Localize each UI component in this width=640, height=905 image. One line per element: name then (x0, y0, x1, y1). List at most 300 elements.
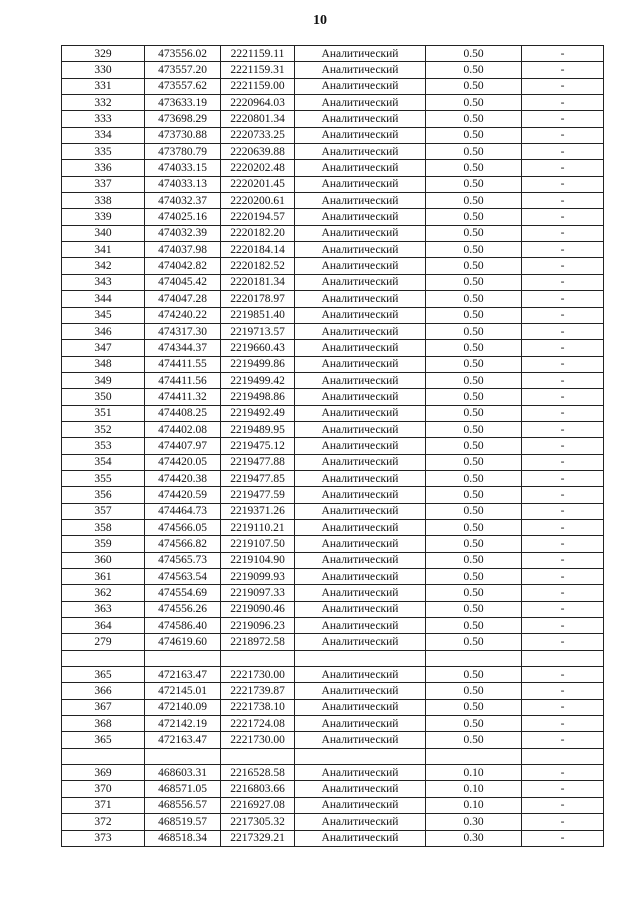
x-coordinate-cell: 473698.29 (145, 111, 221, 127)
point-number-cell: 357 (62, 503, 145, 519)
point-number-cell: 340 (62, 225, 145, 241)
note-cell: - (522, 340, 604, 356)
x-coordinate-cell: 474411.55 (145, 356, 221, 372)
table-row (62, 667, 604, 683)
note-cell: - (522, 797, 604, 813)
note-cell: - (522, 127, 604, 143)
point-number-cell: 370 (62, 781, 145, 797)
x-coordinate-cell: 474556.26 (145, 601, 221, 617)
accuracy-cell: 0.50 (426, 699, 522, 715)
y-coordinate-cell: 2221724.08 (221, 716, 295, 732)
table-row (62, 454, 604, 470)
y-coordinate-cell: 2219110.21 (221, 519, 295, 535)
method-cell: Аналитический (295, 454, 426, 470)
table-row (62, 650, 604, 666)
y-coordinate-cell: 2219477.59 (221, 487, 295, 503)
table-row (62, 421, 604, 437)
page-number: 10 (313, 13, 327, 28)
method-cell: Аналитический (295, 438, 426, 454)
accuracy-cell: 0.50 (426, 601, 522, 617)
accuracy-cell: 0.50 (426, 487, 522, 503)
y-coordinate-cell: 2219477.88 (221, 454, 295, 470)
y-coordinate-cell: 2219499.86 (221, 356, 295, 372)
accuracy-cell: 0.50 (426, 176, 522, 192)
point-number-cell: 332 (62, 95, 145, 111)
method-cell: Аналитический (295, 389, 426, 405)
accuracy-cell: 0.50 (426, 258, 522, 274)
x-coordinate-cell: 472142.19 (145, 716, 221, 732)
point-number-cell: 369 (62, 765, 145, 781)
note-cell: - (522, 405, 604, 421)
point-number-cell: 371 (62, 797, 145, 813)
point-number-cell: 345 (62, 307, 145, 323)
accuracy-cell: 0.50 (426, 111, 522, 127)
x-coordinate-cell (145, 650, 221, 666)
y-coordinate-cell: 2220194.57 (221, 209, 295, 225)
point-number-cell: 338 (62, 193, 145, 209)
accuracy-cell: 0.50 (426, 389, 522, 405)
y-coordinate-cell: 2221159.31 (221, 62, 295, 78)
point-number-cell: 334 (62, 127, 145, 143)
accuracy-cell: 0.50 (426, 160, 522, 176)
x-coordinate-cell: 474563.54 (145, 569, 221, 585)
method-cell: Аналитический (295, 536, 426, 552)
accuracy-cell: 0.50 (426, 438, 522, 454)
x-coordinate-cell: 474566.05 (145, 519, 221, 535)
table-row (62, 242, 604, 258)
method-cell: Аналитический (295, 291, 426, 307)
note-cell: - (522, 519, 604, 535)
point-number-cell: 344 (62, 291, 145, 307)
note-cell: - (522, 242, 604, 258)
table-row (62, 487, 604, 503)
table-row (62, 209, 604, 225)
point-number-cell: 342 (62, 258, 145, 274)
x-coordinate-cell: 474554.69 (145, 585, 221, 601)
note-cell: - (522, 667, 604, 683)
accuracy-cell: 0.50 (426, 585, 522, 601)
note-cell: - (522, 307, 604, 323)
method-cell: Аналитический (295, 274, 426, 290)
x-coordinate-cell: 474411.56 (145, 372, 221, 388)
x-coordinate-cell: 474344.37 (145, 340, 221, 356)
x-coordinate-cell: 474407.97 (145, 438, 221, 454)
x-coordinate-cell: 474240.22 (145, 307, 221, 323)
point-number-cell: 347 (62, 340, 145, 356)
point-number-cell: 341 (62, 242, 145, 258)
accuracy-cell: 0.50 (426, 62, 522, 78)
point-number-cell: 333 (62, 111, 145, 127)
method-cell: Аналитический (295, 176, 426, 192)
y-coordinate-cell: 2221730.00 (221, 732, 295, 748)
accuracy-cell: 0.50 (426, 95, 522, 111)
y-coordinate-cell: 2219096.23 (221, 618, 295, 634)
table-row (62, 323, 604, 339)
method-cell: Аналитический (295, 78, 426, 94)
accuracy-cell: 0.50 (426, 536, 522, 552)
note-cell: - (522, 634, 604, 650)
note-cell: - (522, 470, 604, 486)
point-number-cell: 346 (62, 323, 145, 339)
point-number-cell: 348 (62, 356, 145, 372)
method-cell: Аналитический (295, 618, 426, 634)
method-cell: Аналитический (295, 585, 426, 601)
method-cell: Аналитический (295, 667, 426, 683)
x-coordinate-cell: 474045.42 (145, 274, 221, 290)
note-cell: - (522, 503, 604, 519)
accuracy-cell: 0.10 (426, 781, 522, 797)
point-number-cell: 336 (62, 160, 145, 176)
method-cell: Аналитический (295, 356, 426, 372)
table-row (62, 552, 604, 568)
y-coordinate-cell: 2220178.97 (221, 291, 295, 307)
note-cell: - (522, 699, 604, 715)
table-row (62, 111, 604, 127)
y-coordinate-cell: 2218972.58 (221, 634, 295, 650)
table-row (62, 46, 604, 62)
table-row (62, 519, 604, 535)
accuracy-cell: 0.50 (426, 209, 522, 225)
y-coordinate-cell: 2216528.58 (221, 765, 295, 781)
note-cell: - (522, 78, 604, 94)
table-row (62, 601, 604, 617)
accuracy-cell: 0.30 (426, 830, 522, 846)
table-row (62, 356, 604, 372)
point-number-cell: 356 (62, 487, 145, 503)
method-cell: Аналитический (295, 111, 426, 127)
x-coordinate-cell: 474420.38 (145, 470, 221, 486)
table-row (62, 372, 604, 388)
point-number-cell: 339 (62, 209, 145, 225)
method-cell: Аналитический (295, 569, 426, 585)
table-row (62, 307, 604, 323)
x-coordinate-cell: 474032.37 (145, 193, 221, 209)
x-coordinate-cell (145, 748, 221, 764)
y-coordinate-cell: 2219851.40 (221, 307, 295, 323)
method-cell: Аналитический (295, 781, 426, 797)
point-number-cell: 359 (62, 536, 145, 552)
accuracy-cell: 0.50 (426, 225, 522, 241)
y-coordinate-cell: 2219713.57 (221, 323, 295, 339)
accuracy-cell: 0.50 (426, 519, 522, 535)
note-cell: - (522, 765, 604, 781)
table-row (62, 258, 604, 274)
table-row (62, 160, 604, 176)
note-cell: - (522, 732, 604, 748)
table-row (62, 781, 604, 797)
table-row (62, 144, 604, 160)
table-row (62, 765, 604, 781)
point-number-cell: 363 (62, 601, 145, 617)
accuracy-cell: 0.50 (426, 405, 522, 421)
note-cell: - (522, 372, 604, 388)
x-coordinate-cell: 474565.73 (145, 552, 221, 568)
y-coordinate-cell: 2216927.08 (221, 797, 295, 813)
note-cell: - (522, 438, 604, 454)
method-cell: Аналитический (295, 372, 426, 388)
point-number-cell: 365 (62, 732, 145, 748)
method-cell: Аналитический (295, 46, 426, 62)
accuracy-cell: 0.50 (426, 667, 522, 683)
note-cell: - (522, 716, 604, 732)
method-cell: Аналитический (295, 830, 426, 846)
table-row (62, 585, 604, 601)
method-cell (295, 748, 426, 764)
note-cell: - (522, 487, 604, 503)
method-cell: Аналитический (295, 814, 426, 830)
note-cell: - (522, 569, 604, 585)
y-coordinate-cell: 2219498.86 (221, 389, 295, 405)
method-cell: Аналитический (295, 470, 426, 486)
x-coordinate-cell: 468519.57 (145, 814, 221, 830)
table-row (62, 127, 604, 143)
table-row (62, 830, 604, 846)
point-number-cell: 358 (62, 519, 145, 535)
method-cell: Аналитический (295, 193, 426, 209)
point-number-cell: 373 (62, 830, 145, 846)
note-cell: - (522, 258, 604, 274)
x-coordinate-cell: 474402.08 (145, 421, 221, 437)
table-row (62, 176, 604, 192)
table-row (62, 634, 604, 650)
point-number-cell: 352 (62, 421, 145, 437)
y-coordinate-cell: 2221739.87 (221, 683, 295, 699)
accuracy-cell: 0.50 (426, 732, 522, 748)
accuracy-cell: 0.50 (426, 634, 522, 650)
table-row (62, 340, 604, 356)
point-number-cell: 365 (62, 667, 145, 683)
x-coordinate-cell: 474042.82 (145, 258, 221, 274)
accuracy-cell: 0.50 (426, 470, 522, 486)
note-cell: - (522, 46, 604, 62)
method-cell: Аналитический (295, 765, 426, 781)
x-coordinate-cell: 474025.16 (145, 209, 221, 225)
y-coordinate-cell: 2221159.11 (221, 46, 295, 62)
x-coordinate-cell: 474420.05 (145, 454, 221, 470)
x-coordinate-cell: 473556.02 (145, 46, 221, 62)
y-coordinate-cell: 2219499.42 (221, 372, 295, 388)
x-coordinate-cell: 473633.19 (145, 95, 221, 111)
point-number-cell: 349 (62, 372, 145, 388)
x-coordinate-cell: 474619.60 (145, 634, 221, 650)
y-coordinate-cell (221, 748, 295, 764)
accuracy-cell: 0.50 (426, 503, 522, 519)
x-coordinate-cell: 474464.73 (145, 503, 221, 519)
accuracy-cell: 0.50 (426, 291, 522, 307)
note-cell: - (522, 323, 604, 339)
point-number-cell: 360 (62, 552, 145, 568)
accuracy-cell: 0.50 (426, 323, 522, 339)
x-coordinate-cell: 474408.25 (145, 405, 221, 421)
x-coordinate-cell: 474033.13 (145, 176, 221, 192)
method-cell: Аналитический (295, 258, 426, 274)
y-coordinate-cell: 2221730.00 (221, 667, 295, 683)
accuracy-cell: 0.50 (426, 618, 522, 634)
x-coordinate-cell: 473557.20 (145, 62, 221, 78)
point-number-cell: 335 (62, 144, 145, 160)
y-coordinate-cell: 2216803.66 (221, 781, 295, 797)
table-row (62, 814, 604, 830)
x-coordinate-cell: 472163.47 (145, 667, 221, 683)
method-cell: Аналитический (295, 144, 426, 160)
point-number-cell: 330 (62, 62, 145, 78)
table-row (62, 274, 604, 290)
table-row (62, 389, 604, 405)
method-cell: Аналитический (295, 716, 426, 732)
note-cell: - (522, 814, 604, 830)
note-cell: - (522, 160, 604, 176)
note-cell: - (522, 144, 604, 160)
method-cell: Аналитический (295, 421, 426, 437)
x-coordinate-cell: 468603.31 (145, 765, 221, 781)
accuracy-cell: 0.50 (426, 454, 522, 470)
y-coordinate-cell: 2220964.03 (221, 95, 295, 111)
point-number-cell (62, 650, 145, 666)
accuracy-cell: 0.50 (426, 78, 522, 94)
point-number-cell: 361 (62, 569, 145, 585)
y-coordinate-cell: 2219492.49 (221, 405, 295, 421)
table-row (62, 78, 604, 94)
method-cell: Аналитический (295, 242, 426, 258)
note-cell: - (522, 176, 604, 192)
y-coordinate-cell: 2220184.14 (221, 242, 295, 258)
accuracy-cell (426, 748, 522, 764)
x-coordinate-cell: 474586.40 (145, 618, 221, 634)
accuracy-cell: 0.50 (426, 340, 522, 356)
point-number-cell: 367 (62, 699, 145, 715)
note-cell: - (522, 209, 604, 225)
table-row (62, 470, 604, 486)
method-cell: Аналитический (295, 160, 426, 176)
note-cell: - (522, 585, 604, 601)
x-coordinate-cell: 474033.15 (145, 160, 221, 176)
x-coordinate-cell: 474411.32 (145, 389, 221, 405)
y-coordinate-cell: 2220639.88 (221, 144, 295, 160)
note-cell: - (522, 421, 604, 437)
x-coordinate-cell: 474566.82 (145, 536, 221, 552)
accuracy-cell: 0.50 (426, 356, 522, 372)
accuracy-cell: 0.50 (426, 569, 522, 585)
point-number-cell (62, 748, 145, 764)
table-row (62, 797, 604, 813)
table-row (62, 683, 604, 699)
y-coordinate-cell: 2220182.20 (221, 225, 295, 241)
table-row (62, 748, 604, 764)
note-cell: - (522, 274, 604, 290)
method-cell: Аналитический (295, 323, 426, 339)
method-cell: Аналитический (295, 503, 426, 519)
accuracy-cell: 0.50 (426, 127, 522, 143)
y-coordinate-cell: 2220733.25 (221, 127, 295, 143)
y-coordinate-cell: 2220182.52 (221, 258, 295, 274)
accuracy-cell: 0.50 (426, 242, 522, 258)
accuracy-cell (426, 650, 522, 666)
y-coordinate-cell: 2219489.95 (221, 421, 295, 437)
point-number-cell: 329 (62, 46, 145, 62)
method-cell: Аналитический (295, 307, 426, 323)
note-cell: - (522, 291, 604, 307)
accuracy-cell: 0.50 (426, 193, 522, 209)
y-coordinate-cell: 2220200.61 (221, 193, 295, 209)
accuracy-cell: 0.30 (426, 814, 522, 830)
y-coordinate-cell: 2219107.50 (221, 536, 295, 552)
y-coordinate-cell: 2219090.46 (221, 601, 295, 617)
note-cell (522, 748, 604, 764)
y-coordinate-cell: 2219099.93 (221, 569, 295, 585)
x-coordinate-cell: 474032.39 (145, 225, 221, 241)
table-row (62, 193, 604, 209)
x-coordinate-cell: 474037.98 (145, 242, 221, 258)
note-cell: - (522, 95, 604, 111)
x-coordinate-cell: 473780.79 (145, 144, 221, 160)
table-row (62, 62, 604, 78)
y-coordinate-cell: 2219475.12 (221, 438, 295, 454)
table-row (62, 569, 604, 585)
note-cell: - (522, 193, 604, 209)
accuracy-cell: 0.50 (426, 144, 522, 160)
y-coordinate-cell: 2220202.48 (221, 160, 295, 176)
x-coordinate-cell: 473730.88 (145, 127, 221, 143)
point-number-cell: 372 (62, 814, 145, 830)
note-cell: - (522, 111, 604, 127)
note-cell: - (522, 683, 604, 699)
accuracy-cell: 0.50 (426, 552, 522, 568)
table-row (62, 618, 604, 634)
table-body (62, 46, 604, 847)
table-row (62, 438, 604, 454)
accuracy-cell: 0.50 (426, 46, 522, 62)
accuracy-cell: 0.50 (426, 421, 522, 437)
point-number-cell: 355 (62, 470, 145, 486)
point-number-cell: 362 (62, 585, 145, 601)
method-cell: Аналитический (295, 487, 426, 503)
method-cell: Аналитический (295, 797, 426, 813)
method-cell: Аналитический (295, 552, 426, 568)
accuracy-cell: 0.50 (426, 716, 522, 732)
table-row (62, 503, 604, 519)
y-coordinate-cell: 2219104.90 (221, 552, 295, 568)
y-coordinate-cell: 2221738.10 (221, 699, 295, 715)
table-row (62, 732, 604, 748)
point-number-cell: 364 (62, 618, 145, 634)
point-number-cell: 353 (62, 438, 145, 454)
point-number-cell: 337 (62, 176, 145, 192)
note-cell: - (522, 225, 604, 241)
table-row (62, 699, 604, 715)
y-coordinate-cell: 2219371.26 (221, 503, 295, 519)
method-cell: Аналитический (295, 340, 426, 356)
point-number-cell: 331 (62, 78, 145, 94)
table-row (62, 95, 604, 111)
y-coordinate-cell: 2220201.45 (221, 176, 295, 192)
method-cell: Аналитический (295, 95, 426, 111)
x-coordinate-cell: 468518.34 (145, 830, 221, 846)
method-cell: Аналитический (295, 519, 426, 535)
note-cell: - (522, 536, 604, 552)
x-coordinate-cell: 474047.28 (145, 291, 221, 307)
note-cell: - (522, 356, 604, 372)
point-number-cell: 351 (62, 405, 145, 421)
point-number-cell: 350 (62, 389, 145, 405)
x-coordinate-cell: 473557.62 (145, 78, 221, 94)
x-coordinate-cell: 468571.05 (145, 781, 221, 797)
note-cell: - (522, 830, 604, 846)
accuracy-cell: 0.50 (426, 683, 522, 699)
table-row (62, 716, 604, 732)
x-coordinate-cell: 474317.30 (145, 323, 221, 339)
point-number-cell: 366 (62, 683, 145, 699)
method-cell: Аналитический (295, 732, 426, 748)
